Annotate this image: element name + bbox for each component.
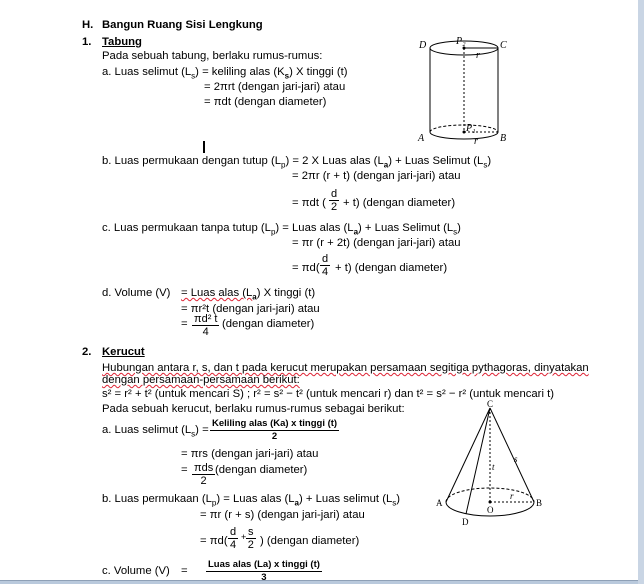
cone-label-B: B bbox=[536, 498, 543, 508]
kerucut-c-label: c. Volume (V) bbox=[102, 565, 170, 577]
tabung-b-formula-2-pre: = πdt ( bbox=[292, 197, 326, 209]
kerucut-number: 2. bbox=[82, 346, 92, 358]
tabung-a-formula-1: = 2πrt (dengan jari-jari) atau bbox=[204, 81, 346, 93]
kerucut-a-eq2: = bbox=[181, 464, 188, 476]
kerucut-b-formula-1: = πr (r + s) (dengan jari-jari) atau bbox=[200, 509, 365, 521]
cyl-label-P2: P₂ bbox=[456, 36, 466, 47]
kerucut-pythagoras: s² = r² + t² (untuk mencari S) ; r² = s² − t² (untuk mencari r) dan t² = s² − r² (untuk mencari t) bbox=[102, 388, 554, 400]
tabung-a-line: a. Luas selimut $(L_s)$ = keliling alas $(K_s)$ X tinggi (t) bbox=[102, 66, 348, 81]
kerucut-para-line-2: dengan persamaan-persamaan berikut: bbox=[102, 374, 300, 386]
tabung-b-formula-2-post: + t) (dengan diameter) bbox=[343, 197, 456, 209]
cyl-label-C: C bbox=[500, 40, 507, 51]
cyl-label-r-top: r bbox=[476, 50, 480, 61]
cyl-label-r-bottom: r bbox=[474, 136, 478, 146]
kerucut-b-fraction-1: $\frac{d}{4}$ bbox=[230, 526, 237, 551]
kerucut-a-formula-2-post: (dengan diameter) bbox=[215, 464, 308, 476]
tabung-b-fraction: $\frac{d}{2}$ bbox=[331, 188, 338, 213]
text-cursor bbox=[203, 141, 205, 153]
cone-label-D: D bbox=[462, 517, 469, 527]
cone-label-r: r bbox=[510, 491, 514, 501]
tabung-b-formula-1: = 2πr (r + t) (dengan jari-jari) atau bbox=[292, 170, 461, 182]
kerucut-c-eq: = bbox=[181, 565, 188, 577]
cone-label-C: C bbox=[487, 399, 494, 409]
tabung-d-eq: = bbox=[181, 318, 188, 330]
tabung-d-line: = Luas alas $(L_a)$ X tinggi (t) bbox=[181, 287, 316, 302]
kerucut-title: Kerucut bbox=[102, 346, 145, 358]
tabung-number: 1. bbox=[82, 36, 92, 48]
kerucut-a-fraction-2: πds 2 bbox=[194, 462, 214, 487]
section-letter: H. bbox=[82, 19, 94, 31]
cyl-label-A: A bbox=[418, 133, 425, 144]
kerucut-b-formula-2-pre: = πd( bbox=[200, 535, 228, 547]
kerucut-a-fraction: Keliling alas (Ka) x tinggi (t) 2 bbox=[212, 418, 338, 442]
tabung-d-fraction: $\frac{\text{πd² t}}{4}$ bbox=[194, 313, 218, 338]
tabung-title: Tabung bbox=[102, 36, 142, 48]
tabung-d-formula-1: = πr²t (dengan jari-jari) atau bbox=[181, 303, 320, 315]
cone-label-A: A bbox=[436, 498, 443, 508]
vertical-scrollbar[interactable] bbox=[638, 0, 644, 584]
kerucut-b-fraction-2: $\frac{s}{2}$ bbox=[247, 526, 254, 551]
tabung-c-formula-2-pre: = πd( bbox=[292, 262, 320, 274]
tabung-c-line: c. Luas permukaan tanpa tutup $(L_p)$ = Luas alas $(L_a)$ + Luas Selimut $(L_s)$ bbox=[102, 222, 461, 237]
kerucut-intro: Pada sebuah kerucut, berlaku rumus-rumus sebagai berikut: bbox=[102, 403, 405, 415]
cone-label-t: t bbox=[492, 462, 495, 472]
cyl-label-D: D bbox=[419, 40, 427, 51]
tabung-d-formula-2-post: (dengan diameter) bbox=[222, 318, 315, 330]
tabung-d-label: d. Volume (V) bbox=[102, 287, 171, 299]
section-title: Bangun Ruang Sisi Lengkung bbox=[102, 19, 263, 31]
tabung-b-line: b. Luas permukaan dengan tutup $(L_p) = 2$ X Luas alas $(L_a)$ + Luas Selimut $(L_s)$ bbox=[102, 155, 492, 170]
kerucut-b-formula-2-post: ) (dengan diameter) bbox=[260, 535, 360, 547]
kerucut-b-plus: + bbox=[241, 532, 247, 542]
tabung-c-fraction: $\frac{d}{4}$ bbox=[322, 253, 329, 278]
cone-label-s: s bbox=[514, 454, 518, 464]
kerucut-para-line-1: Hubungan antara r, s, dan t pada kerucut merupakan persamaan segitiga pythagoras, dinyatakan bbox=[102, 362, 589, 374]
cyl-label-P1: P₁ bbox=[466, 123, 476, 134]
kerucut-a-formula-1: = πrs (dengan jari-jari) atau bbox=[181, 448, 319, 460]
kerucut-a-line: a. Luas selimut $(L_s)$ = bbox=[102, 424, 209, 439]
cone-label-O: O bbox=[487, 505, 494, 515]
cyl-label-B: B bbox=[500, 133, 507, 144]
cone-figure bbox=[434, 398, 546, 528]
cylinder-figure bbox=[416, 34, 516, 146]
tabung-c-formula-1: = πr (r + 2t) (dengan jari-jari) atau bbox=[292, 237, 461, 249]
tabung-a-formula-2: = πdt (dengan diameter) bbox=[204, 96, 327, 108]
tabung-c-formula-2-post: + t) (dengan diameter) bbox=[335, 262, 448, 274]
tabung-intro: Pada sebuah tabung, berlaku rumus-rumus: bbox=[102, 50, 323, 62]
kerucut-c-fraction: Luas alas (La) x tinggi (t) 3 bbox=[208, 559, 320, 581]
kerucut-b-line: b. Luas permukaan $(L_p)$ = Luas alas $(L_a)$ + Luas selimut $(L_s)$ bbox=[102, 493, 401, 508]
